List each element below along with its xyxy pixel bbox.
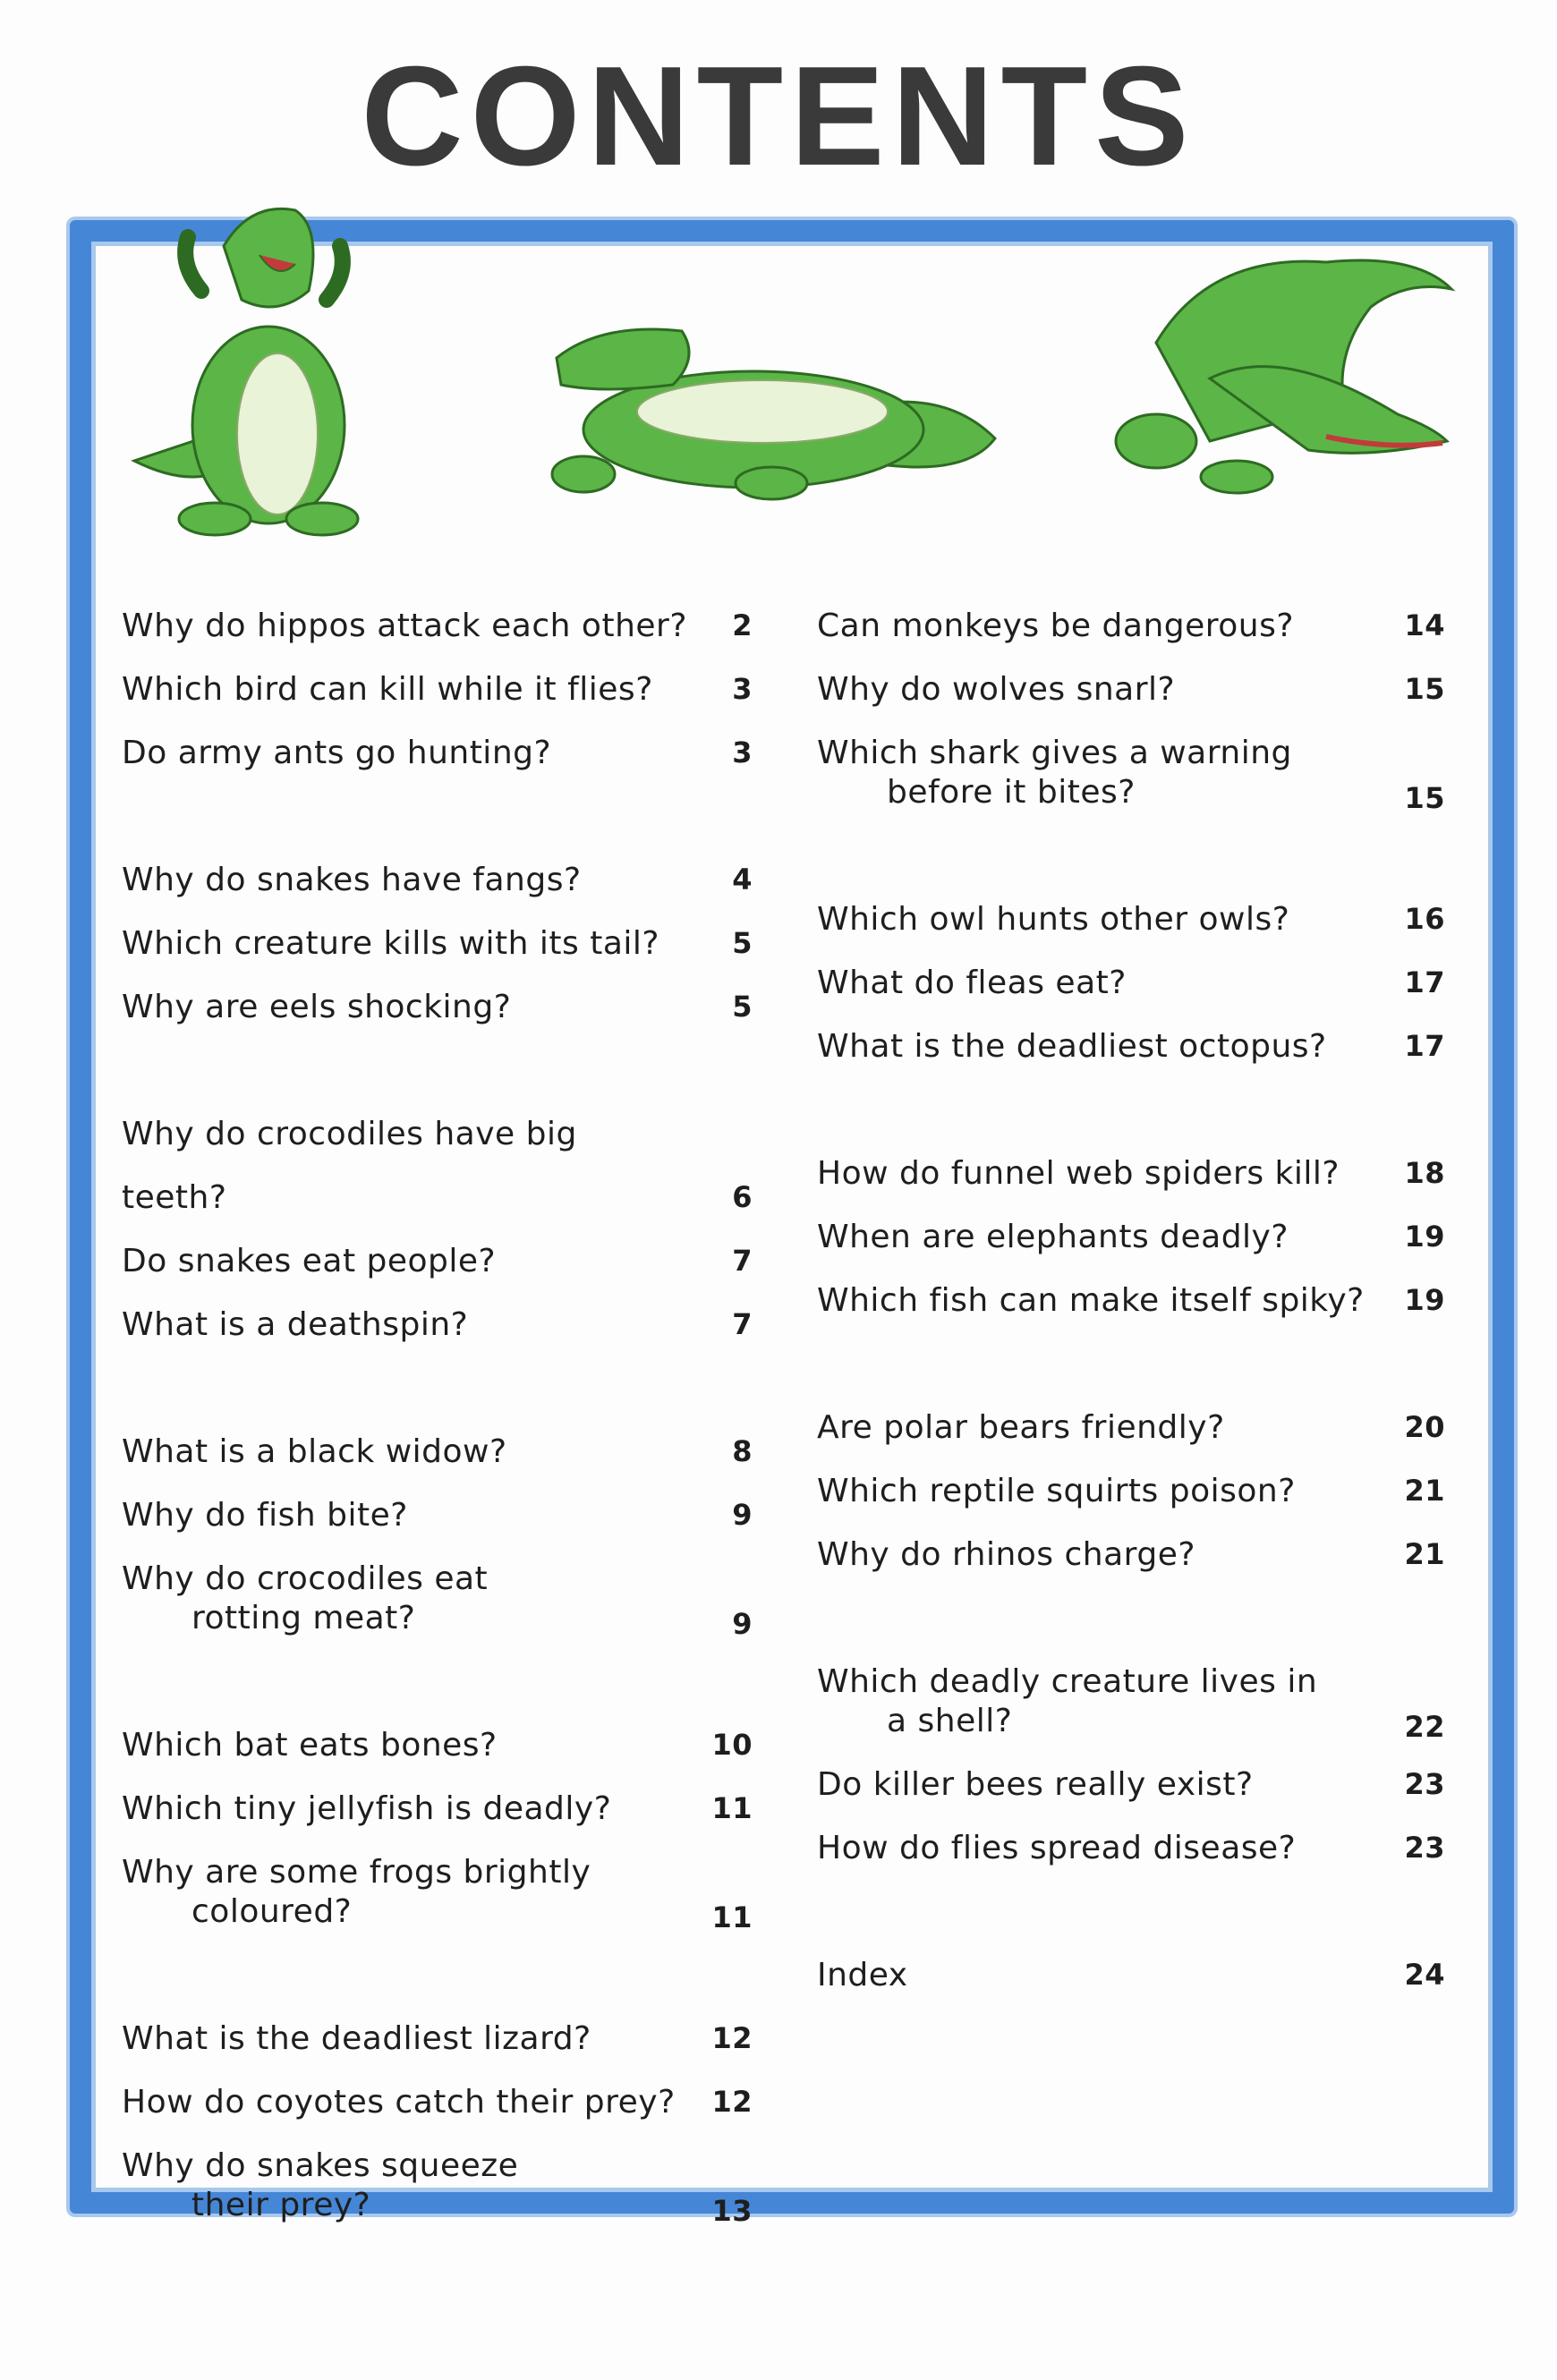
contents-entry[interactable] xyxy=(817,1015,1445,1078)
entry-page-number: 5 xyxy=(732,990,753,1024)
contents-entry[interactable] xyxy=(817,594,1445,658)
entry-page-number: 13 xyxy=(711,2194,753,2228)
entry-page-number: 14 xyxy=(1404,608,1445,642)
entry-page-number: 18 xyxy=(1404,1156,1445,1190)
entry-question: Which bird can kill while it flies? xyxy=(122,671,653,708)
crocodile-lying-illustration xyxy=(548,304,1004,506)
entry-question: Why do wolves snarl? xyxy=(817,671,1176,708)
contents-group xyxy=(817,1943,1445,2007)
contents-entry[interactable] xyxy=(817,1650,1445,1753)
entry-question: Which bat eats bones? xyxy=(122,1727,498,1764)
contents-entry[interactable] xyxy=(122,1777,753,1840)
contents-entry[interactable] xyxy=(122,1420,753,1483)
contents-entry[interactable] xyxy=(122,848,753,912)
crocodile-curled-illustration xyxy=(1102,235,1460,504)
entry-question-continued: coloured? xyxy=(191,1893,353,1930)
entry-question: Why do snakes squeeze xyxy=(122,2147,519,2184)
contents-entry[interactable] xyxy=(817,721,1445,824)
entry-question: What is a deathspin? xyxy=(122,1306,469,1343)
contents-entry[interactable] xyxy=(122,1547,753,1650)
entry-question: Which fish can make itself spiky? xyxy=(817,1282,1365,1319)
entry-question: How do flies spread disease? xyxy=(817,1830,1297,1866)
contents-entry[interactable] xyxy=(122,1713,753,1777)
entry-page-number: 21 xyxy=(1404,1537,1445,1571)
contents-group xyxy=(122,1713,753,1943)
contents-group xyxy=(817,888,1445,1078)
entry-page-number: 15 xyxy=(1404,781,1445,815)
contents-entry[interactable] xyxy=(122,1102,753,1229)
contents-entry[interactable] xyxy=(122,975,753,1039)
contents-column-right xyxy=(817,594,1445,2070)
contents-entry[interactable] xyxy=(817,1943,1445,2007)
contents-entry[interactable] xyxy=(817,1142,1445,1205)
entry-page-number: 2 xyxy=(732,608,753,642)
contents-group xyxy=(817,1396,1445,1586)
entry-question: How do funnel web spiders kill? xyxy=(817,1155,1340,1192)
entry-page-number: 16 xyxy=(1404,902,1445,936)
entry-page-number: 15 xyxy=(1404,672,1445,706)
contents-entry[interactable] xyxy=(817,888,1445,951)
entry-question: Why do snakes have fangs? xyxy=(122,862,582,898)
entry-question: Which tiny jellyfish is deadly? xyxy=(122,1790,612,1827)
contents-group xyxy=(122,1420,753,1650)
contents-entry[interactable] xyxy=(817,1753,1445,1816)
crocodile-standing-illustration xyxy=(116,192,403,546)
entry-page-number: 6 xyxy=(732,1180,753,1214)
contents-entry[interactable] xyxy=(122,2070,753,2134)
contents-group xyxy=(817,1142,1445,1332)
contents-column-left xyxy=(122,594,753,2300)
entry-page-number: 19 xyxy=(1404,1283,1445,1317)
contents-entry[interactable] xyxy=(817,658,1445,721)
entry-question: Why do rhinos charge? xyxy=(817,1536,1195,1573)
entry-page-number: 22 xyxy=(1404,1710,1445,1744)
contents-group xyxy=(817,1650,1445,1880)
contents-entry[interactable] xyxy=(817,1269,1445,1332)
entry-page-number: 21 xyxy=(1404,1474,1445,1508)
entry-question-continued: before it bites? xyxy=(887,774,1136,811)
contents-entry[interactable] xyxy=(122,2007,753,2070)
entry-question: Which creature kills with its tail? xyxy=(122,925,659,962)
entry-question: How do coyotes catch their prey? xyxy=(122,2084,676,2121)
entry-question: What is the deadliest octopus? xyxy=(817,1028,1327,1065)
entry-question: Are polar bears friendly? xyxy=(817,1409,1225,1446)
contents-group xyxy=(122,594,753,785)
entry-page-number: 9 xyxy=(732,1607,753,1641)
entry-question: Why are eels shocking? xyxy=(122,989,512,1025)
entry-page-number: 17 xyxy=(1404,965,1445,999)
entry-page-number: 19 xyxy=(1404,1220,1445,1254)
entry-question: What is a black widow? xyxy=(122,1433,507,1470)
contents-entry[interactable] xyxy=(122,2134,753,2237)
contents-entry[interactable] xyxy=(122,658,753,721)
contents-entry[interactable] xyxy=(817,1205,1445,1269)
entry-page-number: 7 xyxy=(732,1244,753,1278)
entry-page-number: 7 xyxy=(732,1307,753,1341)
entry-page-number: 3 xyxy=(732,672,753,706)
entry-question: Which reptile squirts poison? xyxy=(817,1473,1296,1509)
entry-question: Which shark gives a warning xyxy=(817,735,1292,771)
contents-group xyxy=(122,848,753,1039)
entry-page-number: 23 xyxy=(1404,1831,1445,1865)
entry-question: Index xyxy=(817,1957,908,1993)
entry-question: Why do crocodiles eat xyxy=(122,1560,489,1597)
entry-page-number: 3 xyxy=(732,735,753,769)
entry-question: What do fleas eat? xyxy=(817,965,1127,1001)
entry-page-number: 12 xyxy=(711,2085,753,2119)
entry-question: Which owl hunts other owls? xyxy=(817,901,1290,938)
entry-page-number: 20 xyxy=(1404,1410,1445,1444)
page-title: CONTENTS xyxy=(361,38,1196,195)
entry-question-continued: their prey? xyxy=(191,2187,371,2223)
contents-entry[interactable] xyxy=(817,1396,1445,1459)
contents-entry[interactable] xyxy=(817,1459,1445,1523)
entry-question: Why do crocodiles have big teeth? xyxy=(122,1116,577,1216)
entry-page-number: 11 xyxy=(711,1900,753,1934)
contents-group xyxy=(122,2007,753,2237)
entry-question: Do snakes eat people? xyxy=(122,1243,497,1279)
entry-question-continued: rotting meat? xyxy=(191,1600,416,1636)
entry-question: Why do fish bite? xyxy=(122,1497,408,1534)
contents-entry[interactable] xyxy=(817,1523,1445,1586)
entry-question: Which deadly creature lives in xyxy=(817,1663,1318,1700)
contents-entry[interactable] xyxy=(122,1840,753,1943)
contents-entry[interactable] xyxy=(122,1293,753,1356)
entry-question-continued: a shell? xyxy=(887,1703,1013,1739)
contents-entry[interactable] xyxy=(122,721,753,785)
entry-question: Do killer bees really exist? xyxy=(817,1766,1254,1803)
contents-group xyxy=(817,594,1445,824)
entry-question: Do army ants go hunting? xyxy=(122,735,552,771)
contents-entry[interactable] xyxy=(817,951,1445,1015)
contents-group xyxy=(122,1102,753,1356)
entry-question: What is the deadliest lizard? xyxy=(122,2020,591,2057)
contents-entry[interactable] xyxy=(122,1229,753,1293)
entry-question: Can monkeys be dangerous? xyxy=(817,608,1294,644)
entry-page-number: 11 xyxy=(711,1791,753,1825)
entry-page-number: 10 xyxy=(711,1728,753,1762)
entry-question: Why are some frogs brightly xyxy=(122,1854,591,1891)
entry-page-number: 12 xyxy=(711,2021,753,2055)
entry-page-number: 23 xyxy=(1404,1767,1445,1801)
contents-entry[interactable] xyxy=(122,594,753,658)
entry-page-number: 5 xyxy=(732,926,753,960)
entry-page-number: 17 xyxy=(1404,1029,1445,1063)
contents-entry[interactable] xyxy=(122,912,753,975)
entry-page-number: 8 xyxy=(732,1434,753,1468)
entry-page-number: 4 xyxy=(732,863,753,897)
contents-entry[interactable] xyxy=(122,1483,753,1547)
contents-entry[interactable] xyxy=(817,1816,1445,1880)
entry-question: When are elephants deadly? xyxy=(817,1219,1289,1255)
entry-question: Why do hippos attack each other? xyxy=(122,608,687,644)
entry-page-number: 9 xyxy=(732,1498,753,1532)
entry-page-number: 24 xyxy=(1404,1958,1445,1992)
